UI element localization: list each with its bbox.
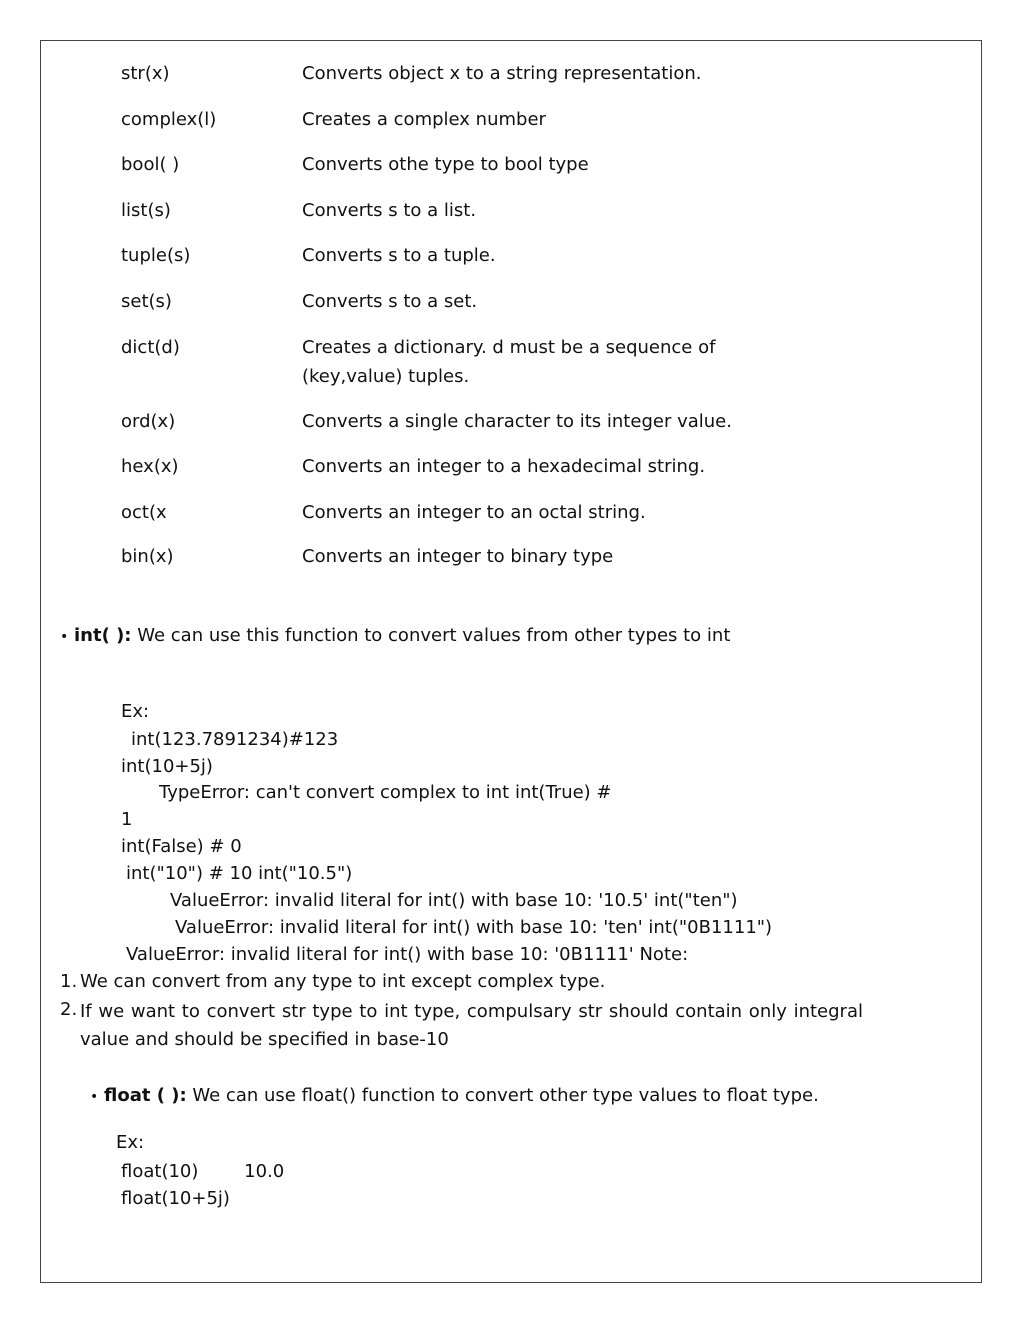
int-heading-text: We can use this function to convert values from other types to int (137, 625, 731, 646)
function-description: Converts an integer to binary type (302, 546, 614, 567)
int-section-heading (60, 624, 730, 649)
code-line: ValueError: invalid literal for int() with base 10: '10.5' int("ten") (170, 890, 738, 911)
code-line: TypeError: can't convert complex to int int(True) # (159, 782, 612, 803)
function-name: list(s) (121, 200, 171, 221)
function-name: complex(l) (121, 109, 217, 130)
note-text: We can convert from any type to int except complex type. (80, 971, 606, 992)
function-description: Converts s to a tuple. (302, 245, 496, 266)
note-number: 1. (60, 971, 78, 992)
code-line: float(10) 10.0 (121, 1161, 285, 1182)
float-heading-text: We can use float() function to convert other type values to float type. (192, 1085, 819, 1106)
function-description: Converts a single character to its integer value. (302, 411, 732, 432)
function-description: Converts s to a set. (302, 291, 478, 312)
code-line: int(False) # 0 (121, 836, 242, 857)
function-description-continued: (key,value) tuples. (302, 366, 470, 387)
function-name: oct(x (121, 502, 167, 523)
int-heading-label: int( ): (74, 625, 132, 646)
function-description: Converts an integer to a hexadecimal string. (302, 456, 706, 477)
example-label: Ex: (116, 1132, 145, 1153)
function-description: Converts othe type to bool type (302, 154, 589, 175)
code-line: float(10+5j) (121, 1188, 230, 1209)
function-name: tuple(s) (121, 245, 191, 266)
function-description: Converts object x to a string representation. (302, 63, 702, 84)
note-text: If we want to convert str type to int type, compulsary str should contain only integral value and should be specified in base-10 (80, 1001, 863, 1050)
function-name: bool( ) (121, 154, 180, 175)
code-line: ValueError: invalid literal for int() with base 10: 'ten' int("0B1111") (175, 917, 773, 938)
function-description: Converts s to a list. (302, 200, 477, 221)
bullet: • (60, 629, 69, 645)
function-description: Converts an integer to an octal string. (302, 502, 646, 523)
float-heading-label: float ( ): (104, 1085, 187, 1106)
function-name: str(x) (121, 63, 170, 84)
float-section-heading (90, 1084, 819, 1109)
function-name: hex(x) (121, 456, 179, 477)
function-description: Creates a dictionary. d must be a sequence of (302, 337, 716, 358)
code-line: int(123.7891234)#123 (131, 729, 339, 750)
function-name: dict(d) (121, 337, 180, 358)
function-name: ord(x) (121, 411, 176, 432)
code-line: int(10+5j) (121, 756, 213, 777)
code-line: ValueError: invalid literal for int() with base 10: '0B1111' Note: (126, 944, 689, 965)
function-description: Creates a complex number (302, 109, 546, 130)
bullet: • (90, 1089, 99, 1105)
function-name: bin(x) (121, 546, 174, 567)
code-line: 1 (121, 809, 133, 830)
note-number: 2. (60, 999, 78, 1020)
code-line: int("10") # 10 int("10.5") (126, 863, 353, 884)
example-label: Ex: (121, 701, 150, 722)
function-name: set(s) (121, 291, 172, 312)
